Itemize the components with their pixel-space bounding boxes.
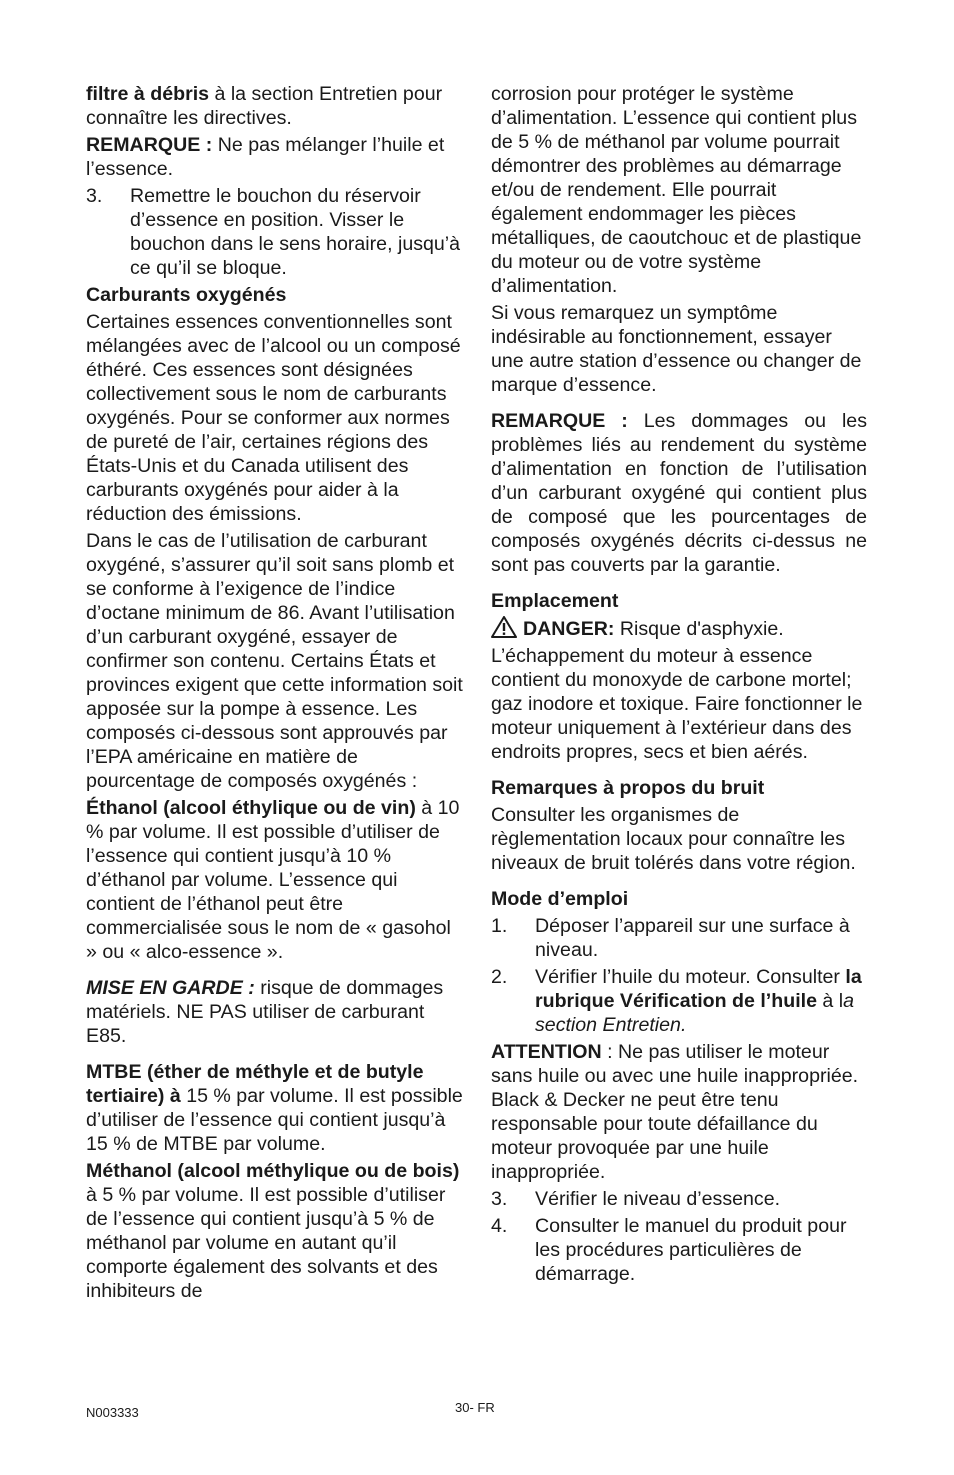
text: à 5 % par volume. Il est possible d’utiliser de l’essence qui contient jusqu’à 5 % de méthanol par volume en autant qu’il comporte également des solvants et des inhibiteurs de [86, 1184, 446, 1302]
note-label: REMARQUE : [86, 134, 213, 156]
text: à l [816, 990, 844, 1012]
section-heading-instructions: Mode d’emploi [491, 888, 629, 910]
list-item [491, 914, 867, 962]
list-text: Remettre le bouchon du réservoir d’essence en position. Visser le bouchon dans le sens horaire, jusqu’à ce qu’il se bloque. [130, 185, 461, 279]
text: Vérifier l’huile du moteur. Consulter [535, 966, 846, 988]
ethanol-paragraph [86, 796, 464, 964]
paragraph: Consulter les organismes de règlementation locaux pour connaître les niveaux de bruit tolérés dans votre région. [491, 804, 856, 874]
list-text: Vérifier le niveau d’essence. [535, 1188, 781, 1210]
bold-term: filtre à débris [86, 83, 210, 105]
text: Risque d'asphyxie. L’échappement du moteur à essence contient du monoxyde de carbone mortel; gaz inodore et toxique. Faire fonctionner le moteur uniquement à l’extérieur dans des endroits propres, secs et bien aérés. [491, 618, 863, 763]
section-heading-oxygenated-fuels: Carburants oxygénés [86, 284, 287, 306]
warning-triangle-icon [491, 616, 517, 644]
list-item [491, 965, 867, 1037]
list-number: 2. [491, 966, 508, 988]
caution-paragraph [86, 976, 464, 1048]
text: à 10 % par volume. Il est possible d’utiliser de l’essence qui contient jusqu’à 10 % d’éthanol par volume. L’essence qui contient de l’éthanol peut être commercialisée sous le nom de « gasohol » ou « alco-essence ». [86, 797, 460, 963]
page-number: 30- FR [455, 1400, 495, 1415]
section-heading-location: Emplacement [491, 590, 619, 612]
mtbe-paragraph [86, 1060, 464, 1156]
text: risque de dommages matériels. NE PAS utiliser de carburant E85. [86, 977, 444, 1047]
document-code: N003333 [86, 1405, 139, 1420]
bold-term: la rubrique Vérification de l’huile [535, 966, 862, 1012]
methanol-paragraph [86, 1159, 464, 1303]
text: à la section Entretien pour connaître les directives. [86, 83, 443, 129]
list-text [535, 965, 867, 1037]
text: Les dommages ou les problèmes liés au rendement du système d’alimentation en fonction de l’utilisation d’un carburant oxygéné qui contient plus de composé que les pourcentages de composés oxygénés décrits ci-dessus ne sont pas couverts par la garantie. [491, 410, 867, 576]
attention-paragraph [491, 1040, 867, 1184]
list-text: Déposer l’appareil sur une surface à niveau. [535, 915, 850, 961]
left-column [86, 82, 464, 1306]
bold-term: Méthanol (alcool méthylique ou de bois) [86, 1160, 460, 1182]
paragraph: corrosion pour protéger le système d’alimentation. L’essence qui contient plus de 5 % de méthanol par volume pourrait démontrer des problèmes au démarrage et/ou de rendement. Elle pourrait également endommager les pièces métalliques, de caoutchouc et de plastique du moteur ou de votre système d’alimentation. [491, 83, 862, 297]
bold-term: MTBE (éther de méthyle et de butyle tertiaire) à [86, 1061, 424, 1107]
paragraph: Dans le cas de l’utilisation de carburant oxygéné, s’assurer qu’il soit sans plomb et se conforme à l’exigence de l’indice d’octane minimum de 86. Avant l’utilisation d’un carburant oxygéné, essayer de confirmer son contenu. Certains États et provinces exigent que cette information soit apposée sur la pompe à essence. Les composés ci-dessous sont approuvés par l’EPA américaine en matière de pourcentage de composés oxygénés : [86, 530, 463, 792]
note-paragraph [491, 409, 867, 577]
list-item [86, 184, 464, 280]
danger-paragraph [491, 616, 867, 764]
attention-label: ATTENTION [491, 1041, 602, 1063]
note-paragraph [86, 133, 464, 181]
danger-label: DANGER: [523, 618, 615, 640]
list-number: 3. [491, 1188, 508, 1210]
paragraph: Certaines essences conventionnelles sont mélangées avec de l’alcool ou un composé éthéré. Ces essences sont désignées collectivement sous le nom de carburants oxygénés. Pour se conformer aux normes de pureté de l’air, certaines régions des États-Unis et du Canada utilisent des carburants oxygénés pour aider à la réduction des émissions. [86, 311, 461, 525]
section-heading-noise: Remarques à propos du bruit [491, 777, 765, 799]
list-number: 4. [491, 1215, 508, 1237]
list-number: 1. [491, 915, 508, 937]
right-column [491, 82, 867, 1289]
text: : Ne pas utiliser le moteur sans huile ou avec une huile inappropriée. Black & Decker ne peut être tenu responsable pour toute défaillance du moteur provoquée par une huile inappropriée. [491, 1041, 859, 1183]
list-number: 3. [86, 185, 103, 207]
list-item [491, 1214, 867, 1286]
caution-label: MISE EN GARDE : [86, 977, 255, 999]
paragraph: Si vous remarquez un symptôme indésirable au fonctionnement, essayer une autre station d’essence ou changer de marque d’essence. [491, 302, 862, 396]
italic-text: a section Entretien. [535, 990, 855, 1036]
note-label: REMARQUE : [491, 410, 628, 432]
text: 15 % par volume. Il est possible d’utiliser de l’essence qui contient jusqu’à 15 % de MTBE par volume. [86, 1085, 463, 1155]
text: Ne pas mélanger l’huile et l’essence. [86, 134, 445, 180]
list-item [491, 1187, 867, 1211]
bold-term: Éthanol (alcool éthylique ou de vin) [86, 797, 416, 819]
list-text: Consulter le manuel du produit pour les procédures particulières de démarrage. [535, 1215, 847, 1285]
paragraph [86, 82, 464, 130]
